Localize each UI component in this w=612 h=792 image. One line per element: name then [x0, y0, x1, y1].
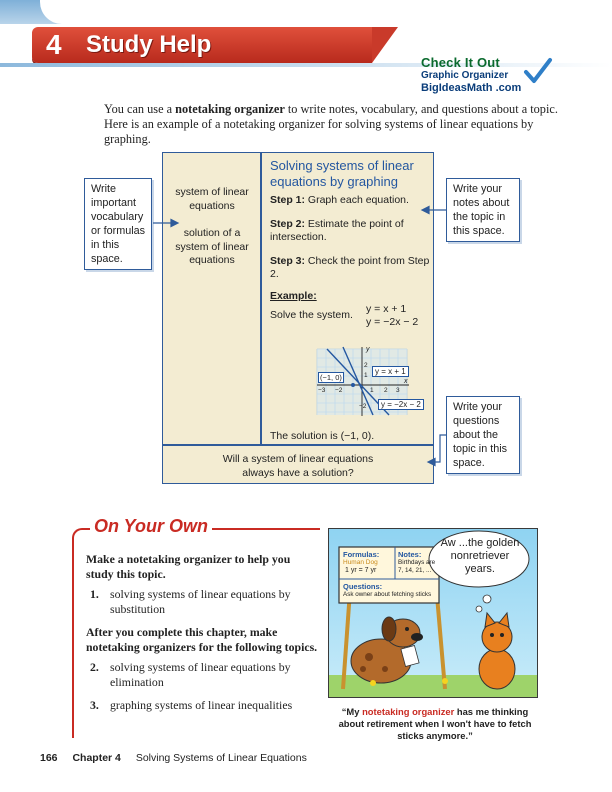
graph-line1-label: y = x + 1: [372, 366, 409, 377]
step-3: Step 3: Check the point from Step 2.: [270, 254, 430, 280]
instruction: Make a notetaking organizer to help you study this topic.: [86, 552, 291, 581]
on-your-own-body: [86, 552, 318, 722]
graph-line2-label: y = −2x − 2: [378, 399, 424, 410]
footer-title: Solving Systems of Linear Equations: [135, 752, 307, 764]
list-item: 2. solving systems of linear equations by elimination: [90, 660, 291, 689]
graph-tick-x: 3: [396, 387, 400, 394]
board-notes-label: Notes:: [398, 550, 422, 559]
graph-tick-y: −2: [359, 403, 367, 410]
graph-tick-y: 2: [364, 362, 368, 369]
organizer-vocab-column: [165, 186, 259, 268]
graph-tick-y: 1: [364, 372, 368, 379]
on-your-own-title: On Your Own: [90, 516, 212, 537]
page-number: 166: [40, 752, 58, 764]
page-footer: [40, 752, 307, 764]
footer-chapter: Chapter 4: [72, 752, 121, 764]
caption-highlight: notetaking organizer: [362, 706, 455, 717]
badge-website: BigIdeasMath .com: [421, 82, 522, 94]
example-system: Solve the system. y = x + 1 y = −2x − 2: [270, 303, 419, 328]
organizer-divider-vertical: [260, 152, 262, 444]
board-formulas-label: Formulas:: [343, 550, 380, 559]
board-questions-value: Ask owner about fetching sticks: [343, 591, 432, 598]
cartoon-caption: “My notetaking organizer has me thinking about retirement when I won't have to fetch sticks anymore.”: [338, 706, 532, 741]
page-title: Study Help: [86, 31, 212, 58]
organizer-notes-column: [270, 158, 432, 442]
arrow-questions: [432, 435, 446, 462]
chapter-number: 4: [46, 29, 62, 60]
thought-bubble-text: Aw ...the golden nonretriever years.: [440, 537, 520, 575]
board-formulas-sub: Human Dog: [343, 559, 378, 566]
graph-tick-x: 2: [384, 387, 388, 394]
graph-point-label: (−1, 0): [320, 373, 342, 382]
callout-notes: Write your notes about the topic in this space.: [446, 178, 520, 242]
intro-paragraph: You can use a notetaking organizer to write notes, vocabulary, and questions about a topic. Here is an example of a notetaking organizer for solving systems of linear equations by graphing.: [104, 102, 558, 146]
header-top-curve: [40, 0, 612, 24]
solution-text: The solution is (−1, 0).: [270, 430, 375, 442]
check-it-out-badge[interactable]: [415, 55, 565, 97]
intersection-point: [351, 383, 355, 387]
instruction: After you complete this chapter, make notetaking organizers for the following topics.: [86, 625, 318, 654]
example-label: Example:: [270, 289, 317, 302]
graph-tick-x: −3: [318, 387, 326, 394]
list-item: 1. solving systems of linear equations by substitution: [90, 587, 291, 616]
checkmark-icon: [523, 57, 553, 85]
graph-y-label: y: [366, 346, 370, 353]
graph-x-label: x: [404, 378, 408, 385]
board-formulas-value: 1 yr = 7 yr: [345, 567, 377, 574]
step-2: Step 2: Estimate the point of intersection.: [270, 217, 404, 243]
step-1: Step 1: Graph each equation.: [270, 194, 409, 206]
graph-tick-x: −2: [335, 387, 343, 394]
board-notes-value: Birthdays are 7, 14, 21, ...: [398, 559, 436, 574]
callout-questions: Write your questions about the topic in this space.: [446, 396, 520, 474]
graph-tick-x: 1: [370, 387, 374, 394]
vocab-term: system of linear equations: [175, 186, 249, 212]
organizer-question: Will a system of linear equations always have a solution?: [222, 453, 374, 479]
callout-vocabulary: Write important vocabulary or formulas in this space.: [84, 178, 152, 270]
organizer-divider-horizontal: [162, 444, 434, 446]
board-questions-label: Questions:: [343, 582, 383, 591]
vocab-term: solution of a system of linear equations: [175, 227, 249, 266]
organizer-topic-title: Solving systems of linear equations by graphing: [270, 158, 414, 189]
cartoon-panel: [328, 528, 538, 698]
list-item: 3. graphing systems of linear inequalities: [90, 698, 293, 712]
badge-title: Check It Out: [421, 55, 500, 70]
intro-bold-term: notetaking organizer: [175, 102, 285, 116]
badge-subtitle: Graphic Organizer: [421, 70, 509, 81]
